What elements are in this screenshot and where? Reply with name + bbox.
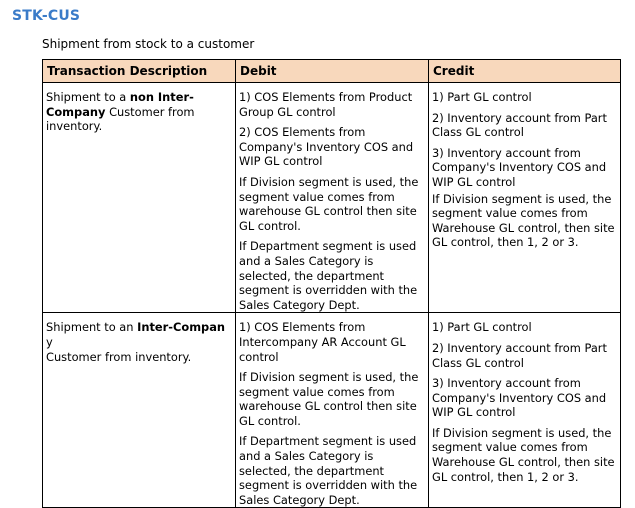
header-debit: Debit — [236, 60, 429, 83]
description-line2: Customer from inventory. — [46, 349, 192, 364]
description-emphasis: non Inter-Company — [46, 90, 194, 119]
credit-line: If Division segment is used, the segment value comes from Warehouse GL control, then site GL control, then 1, 2 or 3. — [432, 425, 615, 484]
debit-cell — [236, 313, 429, 508]
debit-line: If Department segment is used and a Sales Category is selected, the department segment is overridden with the Sales Category Dept. — [239, 434, 418, 507]
header-transaction-description: Transaction Description — [43, 60, 236, 83]
description-prefix: Shipment to a — [46, 90, 130, 104]
description-cell — [43, 83, 236, 313]
debit-line: 1) COS Elements from Intercompany AR Account GL control — [239, 320, 406, 364]
section-subtitle: Shipment from stock to a customer — [42, 37, 255, 51]
description-prefix: Shipment to an — [46, 320, 138, 335]
debit-line: 2) COS Elements from Company's Inventory COS and WIP GL control — [239, 125, 414, 169]
debit-line: If Division segment is used, the segment value comes from warehouse GL control then site GL control. — [239, 174, 419, 233]
debit-line: 1) COS Elements from Product Group GL control — [239, 90, 413, 119]
description-emphasis: Inter-Compan — [137, 320, 226, 335]
credit-line: 2) Inventory account from Part Class GL control — [432, 340, 607, 370]
table-header-row — [43, 60, 621, 83]
credit-line: If Division segment is used, the segment value comes from Warehouse GL control, then site GL control, then 1, 2 or 3. — [432, 191, 615, 250]
header-credit: Credit — [429, 60, 621, 83]
description-text — [46, 90, 233, 134]
credit-line: 1) Part GL control — [432, 90, 532, 104]
description-suffix: y — [46, 334, 53, 349]
credit-line: 3) Inventory account from Company's Inventory COS and WIP GL control — [432, 376, 607, 420]
table-row — [43, 313, 621, 508]
credit-cell — [429, 313, 621, 508]
credit-line: 3) Inventory account from Company's Inventory COS and WIP GL control — [432, 145, 607, 189]
description-suffix: Customer from inventory. — [46, 104, 195, 134]
section-title: STK-CUS — [12, 8, 81, 24]
credit-line: 2) Inventory account from Part Class GL control — [432, 110, 607, 140]
description-cell — [43, 313, 236, 508]
debit-line: If Division segment is used, the segment value comes from warehouse GL control then site GL control. — [239, 370, 419, 428]
credit-line: 1) Part GL control — [432, 320, 532, 335]
description-text — [46, 320, 233, 364]
gl-posting-table — [42, 59, 621, 508]
debit-cell — [236, 83, 429, 313]
debit-line: If Department segment is used and a Sales Category is selected, the department segment is overridden with the Sales Category Dept. — [239, 239, 418, 312]
table-row — [43, 83, 621, 313]
credit-cell — [429, 83, 621, 313]
